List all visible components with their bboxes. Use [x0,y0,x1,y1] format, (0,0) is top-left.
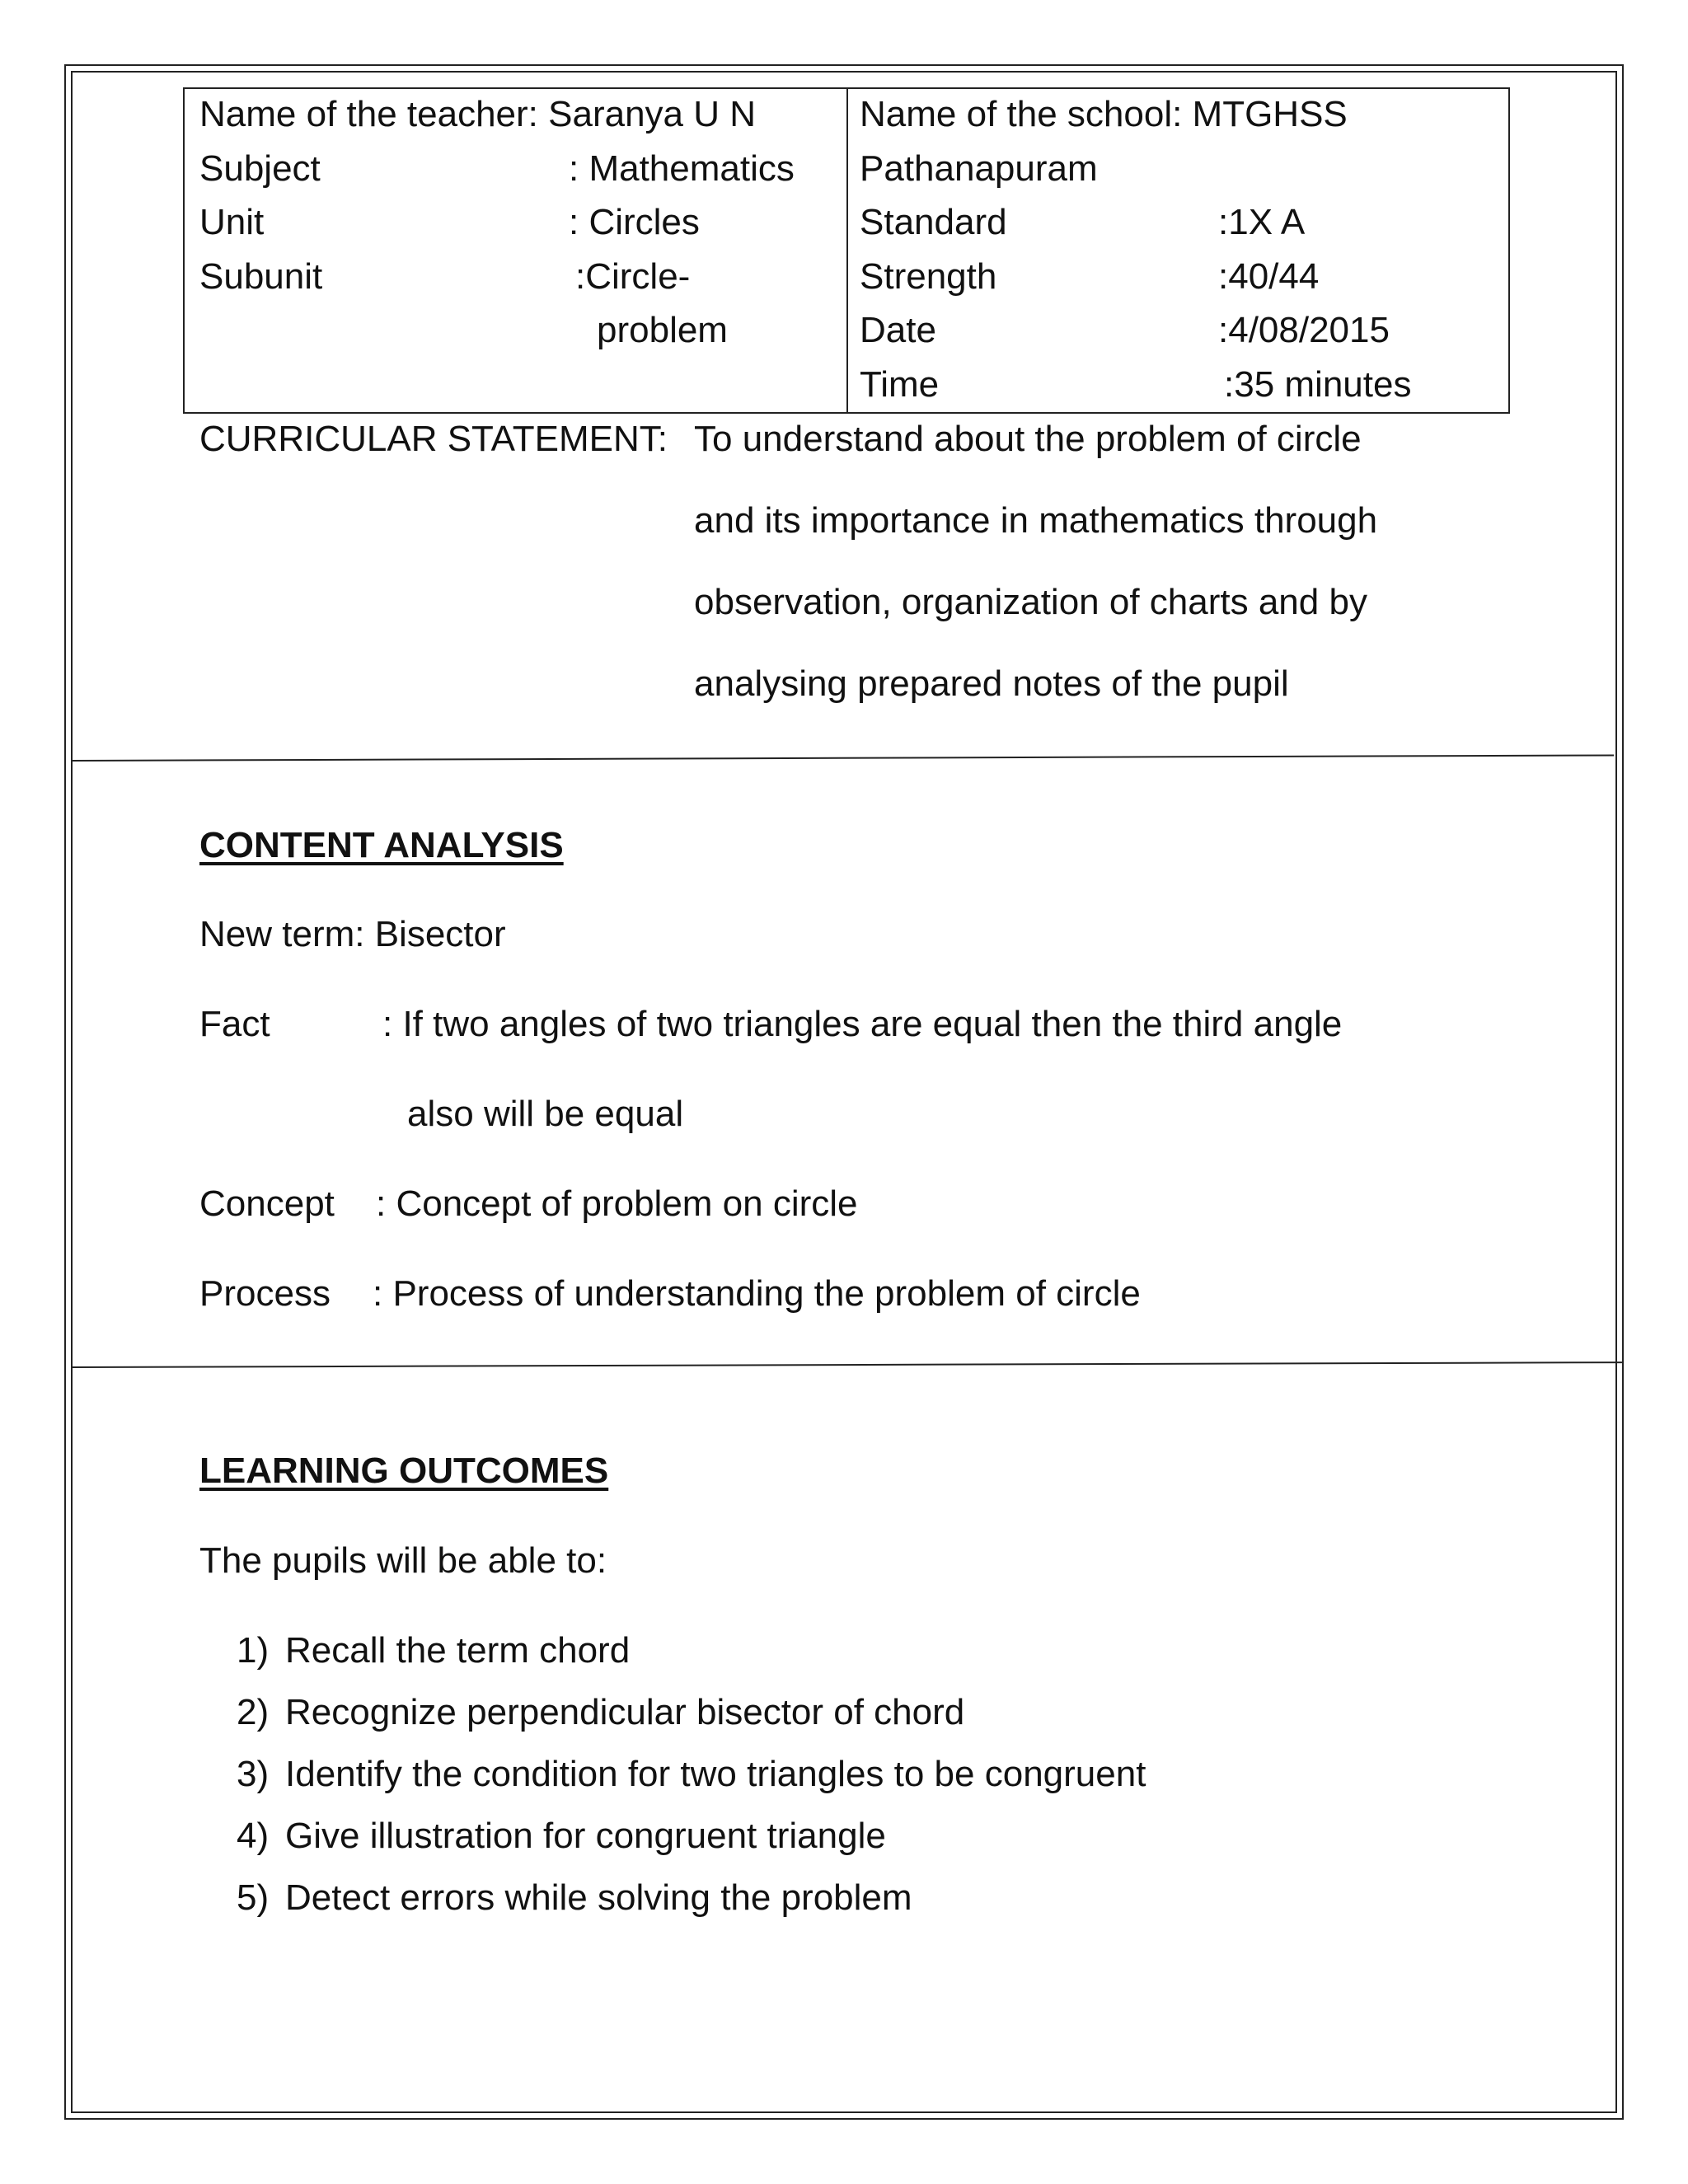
process-value: : Process of understanding the problem of circle [373,1273,1141,1314]
outcome-text-1: Recall the term chord [285,1630,631,1671]
curricular-label: CURRICULAR STATEMENT: [199,419,668,459]
curricular-line-1: To understand about the problem of circle [694,419,1362,459]
curricular-line-2: and its importance in mathematics through [694,500,1378,541]
curricular-line-4: analysing prepared notes of the pupil [694,663,1289,704]
outcome-number-3: 3) [237,1754,270,1794]
school-value-line2: Pathanapuram [860,148,1098,189]
school-label: Name of the school: [860,94,1193,134]
time-label: Time [860,364,940,405]
fact-line-1: : If two angles of two triangles are equal then the third angle [382,1004,1343,1044]
outcome-text-2: Recognize perpendicular bisector of chord [285,1692,965,1732]
outcome-text-5: Detect errors while solving the problem [285,1877,912,1918]
subject-label: Subject [199,148,321,189]
teacher-value: Saranya U N [548,94,757,134]
subject-value: : Mathematics [569,148,795,189]
time-value: :35 minutes [1224,364,1412,405]
concept-value: : Concept of problem on circle [376,1183,858,1224]
learning-outcomes-intro: The pupils will be able to: [199,1540,607,1581]
fact-line-2: also will be equal [407,1094,684,1134]
standard-label: Standard [860,202,1007,242]
header-table-divider [846,87,848,414]
teacher-label: Name of the teacher: [199,94,549,134]
standard-value: :1X A [1218,202,1306,242]
unit-value: : Circles [569,202,700,242]
strength-label: Strength [860,256,997,297]
fact-label: Fact [199,1004,270,1044]
subunit-value-line2: problem [597,310,728,350]
new-term: New term: Bisector [199,914,506,954]
strength-value: :40/44 [1218,256,1320,297]
subunit-label: Subunit [199,256,323,297]
school-row [860,87,1348,142]
outcome-number-4: 4) [237,1816,270,1856]
learning-outcomes-heading: LEARNING OUTCOMES [199,1451,609,1491]
concept-label: Concept [199,1183,335,1224]
teacher-row [199,87,756,142]
content-analysis-heading: CONTENT ANALYSIS [199,825,564,865]
date-value: :4/08/2015 [1218,310,1390,350]
process-label: Process [199,1273,331,1314]
subunit-value-line1: :Circle- [575,256,691,297]
outcome-text-4: Give illustration for congruent triangle [285,1816,886,1856]
unit-label: Unit [199,202,265,242]
school-value: MTGHSS [1192,94,1348,134]
outcome-number-5: 5) [237,1877,270,1918]
date-label: Date [860,310,936,350]
outcome-number-2: 2) [237,1692,270,1732]
curricular-line-3: observation, organization of charts and by [694,582,1367,622]
outcome-text-3: Identify the condition for two triangles to be congruent [285,1754,1146,1794]
outcome-number-1: 1) [237,1630,270,1671]
